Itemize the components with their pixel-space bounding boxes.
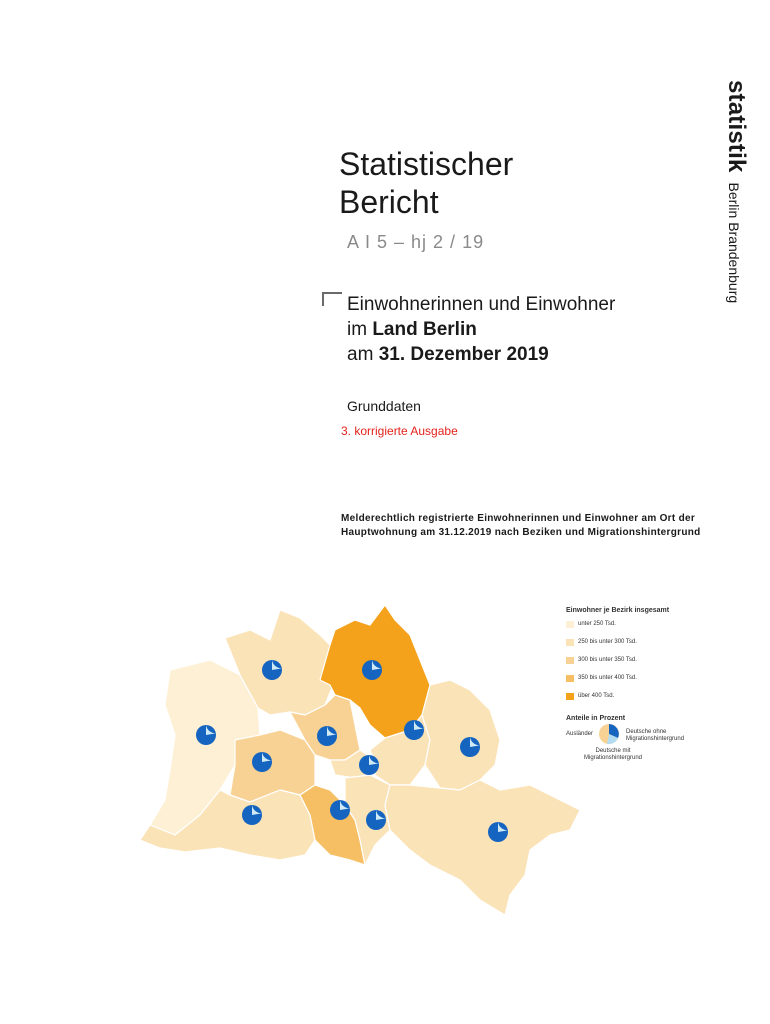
district-pie	[366, 810, 386, 830]
map-caption: Melderechtlich registrierte Einwohnerinnen und Einwohner am Ort der Hauptwohnung am 31.12.2019 nach Beziken und Migrationshintergrund	[341, 513, 701, 538]
report-title-line2: Bericht	[339, 184, 439, 220]
district-marzahn	[422, 680, 500, 790]
district-pie	[460, 737, 480, 757]
subject-line1: Einwohnerinnen und Einwohner	[347, 294, 616, 315]
section-label: Grunddaten	[347, 398, 421, 414]
district-pie	[317, 726, 337, 746]
corner-mark	[322, 292, 342, 306]
subject-line3	[347, 342, 615, 367]
subject-line2	[347, 317, 615, 342]
legend-swatch	[566, 657, 574, 664]
district-pie	[488, 822, 508, 842]
district-treptow	[385, 780, 580, 915]
district-pie	[252, 752, 272, 772]
subject-line2-pre: im	[347, 319, 373, 340]
edition-note: 3. korrigierte Ausgabe	[341, 424, 458, 438]
legend-label: 350 bis unter 400 Tsd.	[578, 675, 637, 681]
district-pie	[362, 660, 382, 680]
share-label-auslaender: Ausländer	[566, 731, 594, 737]
district-pie	[404, 720, 424, 740]
legend-swatch	[566, 675, 574, 682]
subject-line2-bold: Land Berlin	[372, 319, 477, 340]
report-subject	[347, 292, 615, 367]
legend-label: 250 bis unter 300 Tsd.	[578, 639, 637, 645]
district-charlottenburg	[230, 730, 315, 802]
report-title-line1: Statistischer	[339, 146, 514, 182]
berlin-district-map	[130, 590, 590, 930]
district-pie	[242, 805, 262, 825]
brand-word: statistik	[723, 80, 750, 173]
legend-label: 300 bis unter 350 Tsd.	[578, 657, 637, 663]
legend-swatch	[566, 621, 574, 628]
report-code: A I 5 – hj 2 / 19	[347, 232, 485, 252]
legend-label: unter 250 Tsd.	[578, 621, 616, 627]
share-legend-pie	[598, 723, 620, 745]
brand-logo	[712, 80, 752, 320]
brand-subtitle: Berlin Brandenburg	[726, 182, 742, 304]
legend-swatch	[566, 639, 574, 646]
district-pie	[330, 800, 350, 820]
legend-label: über 400 Tsd.	[578, 693, 615, 699]
share-label-deutsche-ohne: Deutsche ohne Migrationshintergrund	[626, 729, 685, 742]
subject-line3-pre: am	[347, 344, 379, 365]
share-label-deutsche-mit: Deutsche mit Migrationshintergrund	[583, 748, 643, 761]
legend-title: Einwohner je Bezirk insgesamt	[566, 607, 670, 614]
map-legend	[566, 607, 726, 761]
district-pie	[359, 755, 379, 775]
district-pie	[196, 725, 216, 745]
share-title: Anteile in Prozent	[566, 715, 626, 722]
district-pie	[262, 660, 282, 680]
report-title	[339, 145, 513, 221]
subject-line3-bold: 31. Dezember 2019	[378, 344, 549, 365]
legend-swatch	[566, 693, 574, 700]
